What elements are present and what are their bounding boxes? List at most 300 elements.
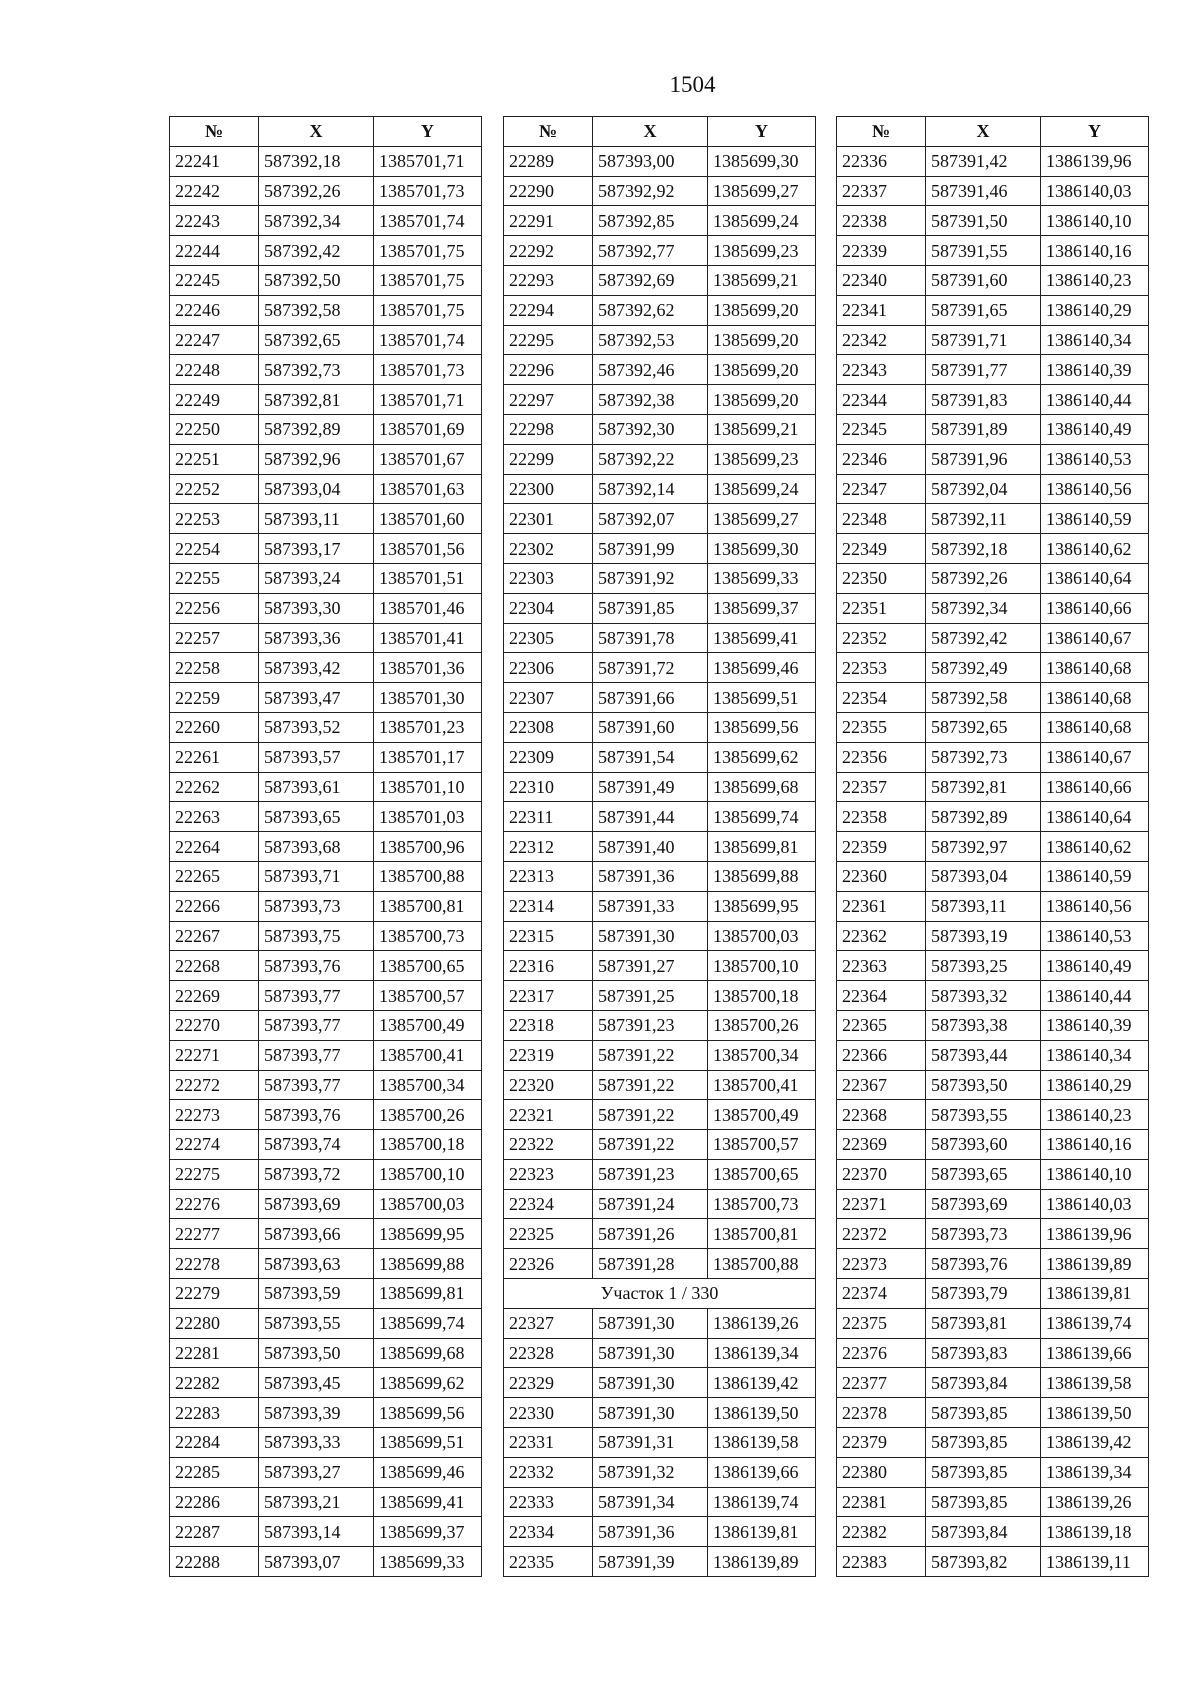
table-row	[170, 1487, 482, 1517]
x-coordinate-cell: 587392,89	[259, 414, 374, 444]
x-coordinate-cell: 587392,34	[926, 593, 1041, 623]
x-coordinate-cell: 587392,07	[593, 504, 708, 534]
y-coordinate-cell: 1386140,68	[1041, 683, 1149, 713]
table-row	[504, 1189, 816, 1219]
y-coordinate-cell: 1385700,41	[708, 1070, 816, 1100]
table-row	[170, 981, 482, 1011]
table-row	[504, 921, 816, 951]
point-number-cell: 22290	[504, 176, 593, 206]
y-coordinate-cell: 1386139,11	[1041, 1547, 1149, 1577]
x-coordinate-cell: 587391,44	[593, 802, 708, 832]
x-coordinate-cell: 587393,84	[926, 1368, 1041, 1398]
x-coordinate-cell: 587391,24	[593, 1189, 708, 1219]
y-coordinate-cell: 1385699,95	[708, 891, 816, 921]
y-coordinate-cell: 1385701,17	[374, 742, 482, 772]
x-coordinate-cell: 587392,97	[926, 832, 1041, 862]
table-row	[837, 1308, 1149, 1338]
point-number-cell: 22267	[170, 921, 259, 951]
y-coordinate-cell: 1385701,75	[374, 236, 482, 266]
point-number-cell: 22316	[504, 951, 593, 981]
y-coordinate-cell: 1386140,29	[1041, 295, 1149, 325]
point-number-cell: 22307	[504, 683, 593, 713]
table-row	[170, 444, 482, 474]
point-number-cell: 22246	[170, 295, 259, 325]
x-coordinate-cell: 587393,76	[259, 1100, 374, 1130]
point-number-cell: 22341	[837, 295, 926, 325]
y-coordinate-cell: 1385699,41	[708, 623, 816, 653]
x-coordinate-cell: 587392,81	[926, 772, 1041, 802]
point-number-cell: 22377	[837, 1368, 926, 1398]
x-coordinate-cell: 587392,58	[259, 295, 374, 325]
y-coordinate-cell: 1385700,73	[374, 921, 482, 951]
y-coordinate-cell: 1386140,62	[1041, 534, 1149, 564]
y-coordinate-cell: 1385699,37	[374, 1517, 482, 1547]
x-coordinate-cell: 587391,30	[593, 1398, 708, 1428]
table-row	[504, 176, 816, 206]
y-coordinate-cell: 1385701,03	[374, 802, 482, 832]
header-y: Y	[1041, 117, 1149, 147]
x-coordinate-cell: 587393,69	[926, 1189, 1041, 1219]
x-coordinate-cell: 587392,14	[593, 474, 708, 504]
table-row	[837, 891, 1149, 921]
point-number-cell: 22274	[170, 1130, 259, 1160]
x-coordinate-cell: 587391,32	[593, 1457, 708, 1487]
table-row	[504, 1070, 816, 1100]
point-number-cell: 22371	[837, 1189, 926, 1219]
point-number-cell: 22275	[170, 1159, 259, 1189]
x-coordinate-cell: 587392,92	[593, 176, 708, 206]
y-coordinate-cell: 1385699,24	[708, 474, 816, 504]
point-number-cell: 22374	[837, 1279, 926, 1309]
table-row	[170, 563, 482, 593]
x-coordinate-cell: 587392,11	[926, 504, 1041, 534]
y-coordinate-cell: 1385699,30	[708, 146, 816, 176]
y-coordinate-cell: 1386140,03	[1041, 1189, 1149, 1219]
point-number-cell: 22247	[170, 325, 259, 355]
y-coordinate-cell: 1386140,62	[1041, 832, 1149, 862]
point-number-cell: 22313	[504, 861, 593, 891]
table-row	[504, 444, 816, 474]
x-coordinate-cell: 587393,11	[259, 504, 374, 534]
point-number-cell: 22254	[170, 534, 259, 564]
table-row	[504, 623, 816, 653]
point-number-cell: 22265	[170, 861, 259, 891]
point-number-cell: 22345	[837, 414, 926, 444]
x-coordinate-cell: 587393,73	[926, 1219, 1041, 1249]
x-coordinate-cell: 587393,77	[259, 1040, 374, 1070]
point-number-cell: 22367	[837, 1070, 926, 1100]
table-row	[837, 1517, 1149, 1547]
y-coordinate-cell: 1385699,46	[708, 653, 816, 683]
x-coordinate-cell: 587393,50	[926, 1070, 1041, 1100]
table-row	[504, 653, 816, 683]
x-coordinate-cell: 587391,46	[926, 176, 1041, 206]
table-row	[504, 712, 816, 742]
x-coordinate-cell: 587391,22	[593, 1070, 708, 1100]
y-coordinate-cell: 1385701,74	[374, 206, 482, 236]
point-number-cell: 22332	[504, 1457, 593, 1487]
point-number-cell: 22285	[170, 1457, 259, 1487]
point-number-cell: 22353	[837, 653, 926, 683]
x-coordinate-cell: 587392,38	[593, 385, 708, 415]
y-coordinate-cell: 1385699,88	[374, 1249, 482, 1279]
point-number-cell: 22362	[837, 921, 926, 951]
x-coordinate-cell: 587393,61	[259, 772, 374, 802]
table-row	[837, 325, 1149, 355]
y-coordinate-cell: 1385699,20	[708, 295, 816, 325]
table-row	[170, 474, 482, 504]
point-number-cell: 22329	[504, 1368, 593, 1398]
x-coordinate-cell: 587392,26	[926, 563, 1041, 593]
point-number-cell: 22280	[170, 1308, 259, 1338]
table-row	[170, 1517, 482, 1547]
y-coordinate-cell: 1386140,10	[1041, 1159, 1149, 1189]
table-row	[837, 981, 1149, 1011]
y-coordinate-cell: 1385699,20	[708, 325, 816, 355]
x-coordinate-cell: 587393,68	[259, 832, 374, 862]
point-number-cell: 22255	[170, 563, 259, 593]
table-row	[837, 1547, 1149, 1577]
point-number-cell: 22310	[504, 772, 593, 802]
table-row	[170, 1428, 482, 1458]
y-coordinate-cell: 1385701,71	[374, 146, 482, 176]
table-row	[837, 1279, 1149, 1309]
x-coordinate-cell: 587391,92	[593, 563, 708, 593]
x-coordinate-cell: 587391,49	[593, 772, 708, 802]
table-row	[170, 1338, 482, 1368]
point-number-cell: 22263	[170, 802, 259, 832]
table-row	[504, 1547, 816, 1577]
point-number-cell: 22359	[837, 832, 926, 862]
point-number-cell: 22293	[504, 265, 593, 295]
table-row	[170, 1130, 482, 1160]
y-coordinate-cell: 1386140,67	[1041, 742, 1149, 772]
y-coordinate-cell: 1386139,18	[1041, 1517, 1149, 1547]
table-row	[170, 265, 482, 295]
point-number-cell: 22292	[504, 236, 593, 266]
x-coordinate-cell: 587391,33	[593, 891, 708, 921]
y-coordinate-cell: 1386140,29	[1041, 1070, 1149, 1100]
point-number-cell: 22281	[170, 1338, 259, 1368]
y-coordinate-cell: 1385699,37	[708, 593, 816, 623]
point-number-cell: 22355	[837, 712, 926, 742]
y-coordinate-cell: 1385701,67	[374, 444, 482, 474]
point-number-cell: 22309	[504, 742, 593, 772]
point-number-cell: 22339	[837, 236, 926, 266]
x-coordinate-cell: 587391,23	[593, 1159, 708, 1189]
point-number-cell: 22357	[837, 772, 926, 802]
y-coordinate-cell: 1386140,64	[1041, 802, 1149, 832]
table-row	[837, 861, 1149, 891]
x-coordinate-cell: 587393,07	[259, 1547, 374, 1577]
point-number-cell: 22352	[837, 623, 926, 653]
x-coordinate-cell: 587391,83	[926, 385, 1041, 415]
point-number-cell: 22363	[837, 951, 926, 981]
y-coordinate-cell: 1385699,21	[708, 414, 816, 444]
table-row	[504, 772, 816, 802]
table-row	[837, 1130, 1149, 1160]
x-coordinate-cell: 587391,40	[593, 832, 708, 862]
point-number-cell: 22295	[504, 325, 593, 355]
x-coordinate-cell: 587393,59	[259, 1279, 374, 1309]
x-coordinate-cell: 587392,73	[259, 355, 374, 385]
y-coordinate-cell: 1386140,53	[1041, 444, 1149, 474]
y-coordinate-cell: 1385700,18	[708, 981, 816, 1011]
x-coordinate-cell: 587391,31	[593, 1428, 708, 1458]
x-coordinate-cell: 587391,89	[926, 414, 1041, 444]
y-coordinate-cell: 1385699,46	[374, 1457, 482, 1487]
table-row	[837, 176, 1149, 206]
coordinates-table	[836, 116, 1149, 1577]
x-coordinate-cell: 587391,54	[593, 742, 708, 772]
point-number-cell: 22318	[504, 1010, 593, 1040]
y-coordinate-cell: 1386140,68	[1041, 712, 1149, 742]
point-number-cell: 22342	[837, 325, 926, 355]
x-coordinate-cell: 587391,27	[593, 951, 708, 981]
y-coordinate-cell: 1385701,63	[374, 474, 482, 504]
point-number-cell: 22242	[170, 176, 259, 206]
x-coordinate-cell: 587391,71	[926, 325, 1041, 355]
table-row	[504, 1338, 816, 1368]
point-number-cell: 22245	[170, 265, 259, 295]
x-coordinate-cell: 587391,50	[926, 206, 1041, 236]
y-coordinate-cell: 1386140,44	[1041, 981, 1149, 1011]
x-coordinate-cell: 587392,42	[926, 623, 1041, 653]
table-row	[170, 772, 482, 802]
x-coordinate-cell: 587391,77	[926, 355, 1041, 385]
x-coordinate-cell: 587393,77	[259, 981, 374, 1011]
x-coordinate-cell: 587391,22	[593, 1100, 708, 1130]
x-coordinate-cell: 587392,65	[926, 712, 1041, 742]
y-coordinate-cell: 1385699,81	[374, 1279, 482, 1309]
table-row	[837, 653, 1149, 683]
y-coordinate-cell: 1385700,57	[708, 1130, 816, 1160]
x-coordinate-cell: 587393,27	[259, 1457, 374, 1487]
y-coordinate-cell: 1386140,66	[1041, 593, 1149, 623]
point-number-cell: 22249	[170, 385, 259, 415]
point-number-cell: 22250	[170, 414, 259, 444]
y-coordinate-cell: 1385700,10	[708, 951, 816, 981]
point-number-cell: 22366	[837, 1040, 926, 1070]
y-coordinate-cell: 1386140,64	[1041, 563, 1149, 593]
y-coordinate-cell: 1386140,39	[1041, 355, 1149, 385]
table-row	[170, 623, 482, 653]
y-coordinate-cell: 1385701,60	[374, 504, 482, 534]
y-coordinate-cell: 1386139,81	[1041, 1279, 1149, 1309]
point-number-cell: 22252	[170, 474, 259, 504]
y-coordinate-cell: 1385699,30	[708, 534, 816, 564]
point-number-cell: 22261	[170, 742, 259, 772]
y-coordinate-cell: 1385701,75	[374, 295, 482, 325]
table-row	[837, 1010, 1149, 1040]
header-y: Y	[708, 117, 816, 147]
table-row	[837, 1159, 1149, 1189]
point-number-cell: 22287	[170, 1517, 259, 1547]
table-row	[504, 742, 816, 772]
point-number-cell: 22360	[837, 861, 926, 891]
y-coordinate-cell: 1385700,65	[374, 951, 482, 981]
table-row	[504, 146, 816, 176]
table-row	[504, 206, 816, 236]
x-coordinate-cell: 587391,55	[926, 236, 1041, 266]
table-row	[170, 593, 482, 623]
page-number: 1504	[669, 72, 716, 97]
y-coordinate-cell: 1386139,66	[708, 1457, 816, 1487]
y-coordinate-cell: 1386140,59	[1041, 861, 1149, 891]
point-number-cell: 22303	[504, 563, 593, 593]
point-number-cell: 22308	[504, 712, 593, 742]
table-row	[170, 1457, 482, 1487]
y-coordinate-cell: 1386140,44	[1041, 385, 1149, 415]
table-row	[837, 504, 1149, 534]
table-row	[837, 683, 1149, 713]
x-coordinate-cell: 587392,53	[593, 325, 708, 355]
table-row	[170, 921, 482, 951]
point-number-cell: 22336	[837, 146, 926, 176]
x-coordinate-cell: 587393,63	[259, 1249, 374, 1279]
point-number-cell: 22335	[504, 1547, 593, 1577]
table-row	[837, 265, 1149, 295]
y-coordinate-cell: 1385701,46	[374, 593, 482, 623]
y-coordinate-cell: 1386140,53	[1041, 921, 1149, 951]
point-number-cell: 22358	[837, 802, 926, 832]
table-row	[504, 1487, 816, 1517]
table-row	[504, 832, 816, 862]
y-coordinate-cell: 1385699,23	[708, 444, 816, 474]
point-number-cell: 22379	[837, 1428, 926, 1458]
point-number-cell: 22301	[504, 504, 593, 534]
table-row	[504, 295, 816, 325]
y-coordinate-cell: 1385700,10	[374, 1159, 482, 1189]
x-coordinate-cell: 587391,78	[593, 623, 708, 653]
point-number-cell: 22269	[170, 981, 259, 1011]
table-row	[504, 236, 816, 266]
point-number-cell: 22312	[504, 832, 593, 862]
table-row	[170, 861, 482, 891]
x-coordinate-cell: 587392,18	[926, 534, 1041, 564]
point-number-cell: 22373	[837, 1249, 926, 1279]
x-coordinate-cell: 587391,72	[593, 653, 708, 683]
header-number: №	[170, 117, 259, 147]
table-row	[170, 1189, 482, 1219]
y-coordinate-cell: 1386140,68	[1041, 653, 1149, 683]
table-row	[837, 772, 1149, 802]
header-number: №	[837, 117, 926, 147]
y-coordinate-cell: 1385700,65	[708, 1159, 816, 1189]
y-coordinate-cell: 1386139,66	[1041, 1338, 1149, 1368]
table-row	[170, 1547, 482, 1577]
y-coordinate-cell: 1385699,88	[708, 861, 816, 891]
table-row	[170, 1219, 482, 1249]
table-row	[504, 1159, 816, 1189]
point-number-cell: 22380	[837, 1457, 926, 1487]
table-row	[504, 1457, 816, 1487]
y-coordinate-cell: 1386139,34	[708, 1338, 816, 1368]
point-number-cell: 22279	[170, 1279, 259, 1309]
y-coordinate-cell: 1386140,16	[1041, 236, 1149, 266]
table-row	[504, 414, 816, 444]
y-coordinate-cell: 1385701,23	[374, 712, 482, 742]
x-coordinate-cell: 587392,22	[593, 444, 708, 474]
point-number-cell: 22365	[837, 1010, 926, 1040]
point-number-cell: 22320	[504, 1070, 593, 1100]
y-coordinate-cell: 1385699,27	[708, 176, 816, 206]
x-coordinate-cell: 587393,24	[259, 563, 374, 593]
x-coordinate-cell: 587391,30	[593, 1338, 708, 1368]
y-coordinate-cell: 1386139,26	[1041, 1487, 1149, 1517]
x-coordinate-cell: 587392,77	[593, 236, 708, 266]
y-coordinate-cell: 1385699,33	[708, 563, 816, 593]
table-row	[837, 534, 1149, 564]
y-coordinate-cell: 1386139,89	[1041, 1249, 1149, 1279]
x-coordinate-cell: 587392,85	[593, 206, 708, 236]
y-coordinate-cell: 1385700,34	[708, 1040, 816, 1070]
x-coordinate-cell: 587393,57	[259, 742, 374, 772]
x-coordinate-cell: 587393,85	[926, 1487, 1041, 1517]
x-coordinate-cell: 587393,60	[926, 1130, 1041, 1160]
y-coordinate-cell: 1386140,49	[1041, 951, 1149, 981]
point-number-cell: 22314	[504, 891, 593, 921]
table-row	[170, 891, 482, 921]
x-coordinate-cell: 587392,96	[259, 444, 374, 474]
point-number-cell: 22253	[170, 504, 259, 534]
y-coordinate-cell: 1385699,20	[708, 385, 816, 415]
x-coordinate-cell: 587393,39	[259, 1398, 374, 1428]
y-coordinate-cell: 1385701,30	[374, 683, 482, 713]
table-row	[170, 385, 482, 415]
table-row	[170, 712, 482, 742]
point-number-cell: 22315	[504, 921, 593, 951]
point-number-cell: 22334	[504, 1517, 593, 1547]
table-row	[504, 265, 816, 295]
x-coordinate-cell: 587393,55	[926, 1100, 1041, 1130]
y-coordinate-cell: 1386140,34	[1041, 1040, 1149, 1070]
table-row	[170, 1308, 482, 1338]
y-coordinate-cell: 1385699,41	[374, 1487, 482, 1517]
x-coordinate-cell: 587393,55	[259, 1308, 374, 1338]
y-coordinate-cell: 1386139,50	[1041, 1398, 1149, 1428]
point-number-cell: 22286	[170, 1487, 259, 1517]
y-coordinate-cell: 1385700,73	[708, 1189, 816, 1219]
table-row	[170, 504, 482, 534]
table-row	[504, 1249, 816, 1279]
x-coordinate-cell: 587391,22	[593, 1130, 708, 1160]
table-row	[837, 921, 1149, 951]
y-coordinate-cell: 1385700,34	[374, 1070, 482, 1100]
table-row	[170, 1040, 482, 1070]
table-row	[170, 653, 482, 683]
y-coordinate-cell: 1386140,49	[1041, 414, 1149, 444]
y-coordinate-cell: 1386139,58	[1041, 1368, 1149, 1398]
y-coordinate-cell: 1386140,03	[1041, 176, 1149, 206]
table-row	[504, 563, 816, 593]
y-coordinate-cell: 1385699,81	[708, 832, 816, 862]
point-number-cell: 22284	[170, 1428, 259, 1458]
x-coordinate-cell: 587393,52	[259, 712, 374, 742]
point-number-cell: 22300	[504, 474, 593, 504]
x-coordinate-cell: 587391,36	[593, 861, 708, 891]
x-coordinate-cell: 587391,34	[593, 1487, 708, 1517]
table-row	[170, 1070, 482, 1100]
point-number-cell: 22288	[170, 1547, 259, 1577]
y-coordinate-cell: 1386140,67	[1041, 623, 1149, 653]
point-number-cell: 22306	[504, 653, 593, 683]
table-row	[504, 1517, 816, 1547]
x-coordinate-cell: 587393,44	[926, 1040, 1041, 1070]
y-coordinate-cell: 1385699,51	[708, 683, 816, 713]
point-number-cell: 22276	[170, 1189, 259, 1219]
x-coordinate-cell: 587393,17	[259, 534, 374, 564]
